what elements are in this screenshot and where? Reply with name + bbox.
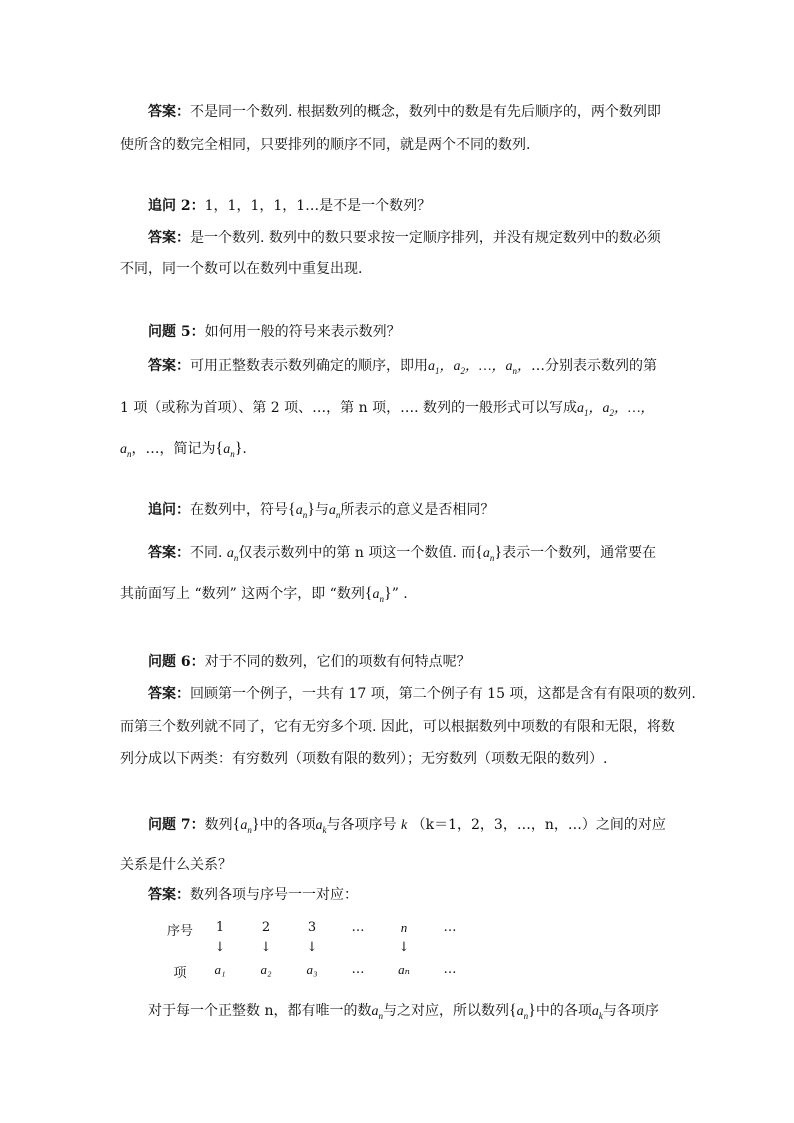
math-var: k	[400, 818, 408, 833]
answer-line: 不同，同一个数可以在数列中重复出现.	[120, 261, 363, 277]
index-cell: 3	[307, 920, 317, 935]
term-cell: …	[443, 962, 457, 977]
question-line: 关系是什么关系？	[120, 857, 232, 873]
answer-line: 答案：是一个数列. 数列中的数只要求按一定顺序排列，并没有规定数列中的数必须	[148, 230, 661, 246]
down-arrow-icon: ↓	[260, 940, 272, 955]
index-cell: …	[443, 920, 457, 935]
follow-up-question: 追问 2：1，1，1，1，1…是不是一个数列？	[148, 198, 432, 214]
answer-line: 答案：不同. $a_n$仅表示数列中的第 n 项这一个数值. 而$\{a_n\}$表示一个数列，通常要在	[148, 544, 657, 563]
sequence-notation: $\{a_n\}$	[508, 1002, 536, 1021]
math-term: $a_k$	[315, 818, 327, 835]
question-label: 问题 6：	[148, 654, 205, 670]
math-terms: $a_1$，$a_2$，…，$a_n$，	[428, 359, 531, 376]
down-arrow-icon: ↓	[306, 940, 318, 955]
question-label: 问题 5：	[148, 324, 205, 340]
answer-line: 使所含的数完全相同，只要排列的顺序不同，就是两个不同的数列.	[120, 137, 531, 153]
math-term: $a_n$	[226, 546, 239, 563]
math-term: $a_n$	[120, 442, 132, 459]
row-label-term: 项	[173, 966, 187, 981]
row-label-index: 序号	[166, 924, 193, 939]
answer-line: 答案：数列各项与序号一一对应：	[148, 887, 358, 903]
answer-line: $a_n$，…，简记为$\{a_n\}$.	[120, 440, 247, 459]
answer-line: 而第三个数列就不同了，它有无穷多个项. 因此，可以根据数列中项数的有限和无限，将数	[120, 719, 675, 735]
follow-up-question: 追问：在数列中，符号$\{a_n\}$与$a_n$所表示的意义是否相同？	[148, 501, 495, 520]
answer-label: 答案：	[148, 887, 190, 903]
answer-label: 答案：	[148, 358, 190, 374]
answer-line: 1 项（或称为首项）、第 2 项、…，第 n 项，…. 数列的一般形式可以写成$a_1$，$a_2$，…，	[120, 400, 655, 418]
answer-label: 答案：	[148, 686, 190, 702]
sequence-notation: $\{a_n\}$	[232, 816, 260, 835]
term-cell: a₃	[306, 962, 318, 977]
down-arrow-icon: ↓	[214, 940, 226, 955]
math-term: $a_n$	[371, 1004, 383, 1021]
answer-label: 答案：	[148, 545, 190, 561]
sequence-notation: $\{a_n\}$	[364, 585, 392, 604]
math-term: $a_k$	[591, 1004, 603, 1021]
answer-line: 答案：可用正整数表示数列确定的顺序，即用$a_1$，$a_2$，…，$a_n$，…分别表示数列的第	[148, 358, 657, 376]
sequence-notation: $\{a_n\}$	[475, 544, 503, 563]
index-cell: 2	[261, 920, 271, 935]
question-label: 问题 7：	[148, 817, 205, 833]
body-line: 对于每一个正整数 n，都有唯一的数$a_n$与之对应，所以数列$\{a_n\}$中的各项$a_k$与各项序	[148, 1002, 659, 1021]
answer-line: 列分成以下两类：有穷数列（项数有限的数列）；无穷数列（项数无限的数列）.	[120, 751, 608, 767]
down-arrow-icon: ↓	[398, 940, 410, 955]
term-cell: a₁	[214, 962, 226, 977]
index-cell: n	[400, 920, 408, 935]
term-cell: …	[351, 962, 365, 977]
question-6: 问题 6：对于不同的数列，它们的项数有何特点呢？	[148, 654, 471, 670]
follow-up-label: 追问：	[148, 502, 190, 518]
answer-label: 答案：	[148, 230, 190, 246]
math-term: $a_n$	[328, 503, 341, 520]
answer-label: 答案：	[148, 104, 190, 120]
answer-line: 答案：不是同一个数列. 根据数列的概念，数列中的数是有先后顺序的，两个数列即	[148, 104, 661, 120]
question-5: 问题 5：如何用一般的符号来表示数列？	[148, 324, 401, 340]
sequence-notation: $\{a_n\}$	[215, 440, 243, 459]
index-cell: …	[351, 920, 365, 935]
index-cell: 1	[215, 920, 225, 935]
question-7: 问题 7：数列$\{a_n\}$中的各项$a_k$与各项序号 k （k＝1，2，3，…，n，…）之间的对应	[148, 816, 666, 835]
answer-line: 答案：回顾第一个例子，一共有 17 项，第二个例子有 15 项，这都是含有有限项的数列.	[148, 686, 696, 702]
follow-up-label: 追问 2：	[148, 198, 205, 214]
term-cell: aₙ	[398, 962, 410, 977]
sequence-notation: $\{a_n\}$	[288, 501, 315, 520]
math-terms: $a_1$，$a_2$，…，	[576, 401, 655, 418]
term-cell: a₂	[260, 962, 272, 977]
answer-line: 其前面写上 “数列” 这两个字，即 “数列$\{a_n\}$” .	[120, 585, 408, 604]
